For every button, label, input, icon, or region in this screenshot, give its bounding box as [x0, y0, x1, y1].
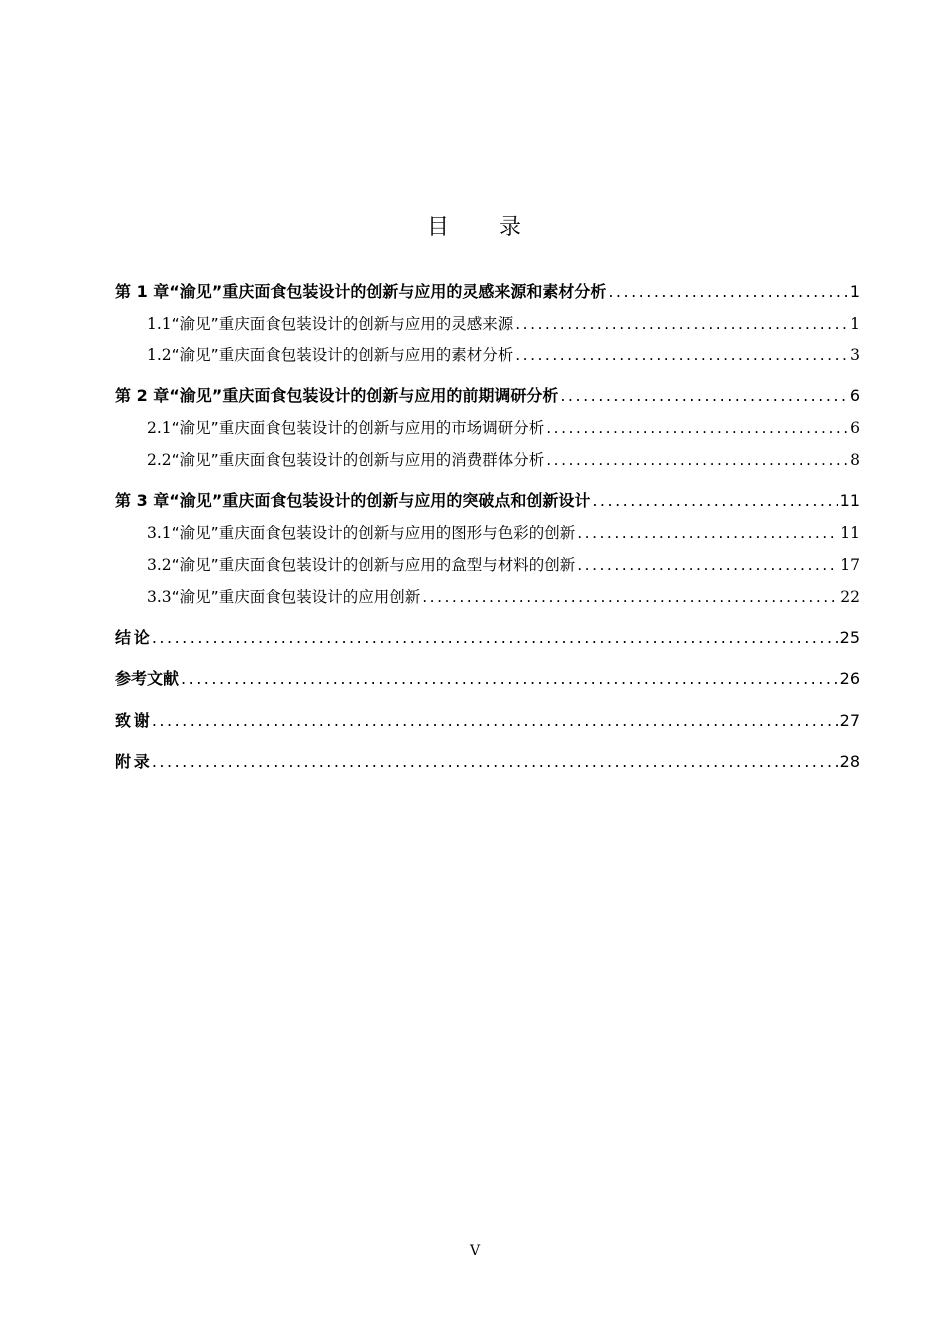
toc-entry-section-3-2[interactable]: [115, 553, 860, 577]
toc-entry-label: 3.3: [147, 588, 172, 606]
toc-leader-dots: [152, 709, 838, 733]
toc-leader-dots: [422, 585, 838, 609]
toc-entry-section-1-1[interactable]: [115, 312, 860, 336]
toc-entry-page: 11: [840, 524, 860, 542]
label-char: 致: [115, 711, 132, 730]
toc-entry-page: 17: [840, 556, 860, 574]
toc-entry-page: 25: [839, 628, 860, 647]
toc-entry-chapter-1[interactable]: [115, 280, 860, 304]
toc-entry-text: “渝见”重庆面食包装设计的创新与应用的消费群体分析: [171, 451, 545, 469]
toc-entry-label: 第 3 章: [115, 491, 170, 510]
toc-entry-label: 1.1: [147, 315, 172, 333]
page-number: V: [469, 1243, 481, 1259]
toc-entry-label: 1.2: [147, 346, 172, 364]
toc-leader-dots: [152, 750, 838, 774]
toc-entry-acknowledgements[interactable]: [115, 709, 860, 733]
toc-entry-label: 第 1 章: [115, 282, 170, 301]
toc-entry-appendix[interactable]: [115, 750, 860, 774]
label-char: 结: [115, 628, 132, 647]
toc-entry-section-3-1[interactable]: [115, 521, 860, 545]
toc-entry-chapter-2[interactable]: [115, 384, 860, 408]
toc-leader-dots: [577, 521, 838, 545]
toc-title-char-1: 目: [426, 215, 451, 240]
toc-entry-page: 6: [850, 419, 860, 437]
toc-title-char-2: 录: [499, 215, 524, 240]
label-char: 谢: [133, 711, 150, 730]
toc-title: [0, 210, 950, 244]
toc-leader-dots: [560, 384, 847, 408]
toc-entry-section-2-2[interactable]: [115, 448, 860, 472]
toc-entry-label: 3.2: [147, 556, 172, 574]
toc-leader-dots: [577, 553, 838, 577]
toc-entry-label: 2.1: [147, 419, 172, 437]
toc-entry-text: “渝见”重庆面食包装设计的创新与应用的素材分析: [171, 346, 514, 364]
label-char: 附: [115, 752, 132, 771]
toc-entry-text: “渝见”重庆面食包装设计的创新与应用的盒型与材料的创新: [171, 556, 576, 574]
toc-leader-dots: [152, 626, 838, 650]
toc-entry-text: “渝见”重庆面食包装设计的创新与应用的灵感来源和素材分析: [169, 282, 607, 301]
toc-entry-page: 3: [850, 346, 860, 364]
toc-entry-section-1-2[interactable]: [115, 343, 860, 367]
toc-entry-conclusion[interactable]: [115, 626, 860, 650]
toc-entry-label: 第 2 章: [115, 386, 170, 405]
toc-entry-text: “渝见”重庆面食包装设计的应用创新: [171, 588, 421, 606]
toc-leader-dots: [608, 280, 847, 304]
toc-entry-text: “渝见”重庆面食包装设计的创新与应用的灵感来源: [171, 315, 514, 333]
toc-leader-dots: [546, 448, 848, 472]
label-char: 论: [133, 628, 150, 647]
toc-entry-text: “渝见”重庆面食包装设计的创新与应用的市场调研分析: [171, 419, 545, 437]
toc-leader-dots: [515, 343, 848, 367]
toc-entry-references[interactable]: [115, 667, 860, 691]
toc-entry-section-2-1[interactable]: [115, 416, 860, 440]
toc-entry-text: “渝见”重庆面食包装设计的创新与应用的图形与色彩的创新: [171, 524, 576, 542]
toc-entry-label: [115, 750, 150, 774]
toc-entry-label: 3.1: [147, 524, 172, 542]
toc-entry-page: 8: [850, 451, 860, 469]
toc-entry-label: [115, 626, 150, 650]
toc-entry-label: 2.2: [147, 451, 172, 469]
label-char: 录: [133, 752, 150, 771]
toc-entry-label: [115, 709, 150, 733]
toc-leader-dots: [515, 312, 848, 336]
toc-entry-page: 26: [839, 669, 860, 688]
toc-entry-page: 6: [849, 386, 860, 405]
toc-leader-dots: [181, 667, 838, 691]
toc-entry-text: “渝见”重庆面食包装设计的创新与应用的突破点和创新设计: [169, 491, 591, 510]
toc-entry-section-3-3[interactable]: [115, 585, 860, 609]
toc-leader-dots: [546, 416, 848, 440]
toc-entry-page: 28: [839, 752, 860, 771]
toc-entry-page: 11: [839, 491, 860, 510]
toc-entry-chapter-3[interactable]: [115, 489, 860, 513]
toc-entry-page: 1: [850, 315, 860, 333]
toc-leader-dots: [592, 489, 837, 513]
toc-entry-label: 参考文献: [115, 669, 180, 688]
toc-entry-page: 27: [839, 711, 860, 730]
toc-entry-page: 22: [840, 588, 860, 606]
toc-entry-page: 1: [849, 282, 860, 301]
toc-entry-text: “渝见”重庆面食包装设计的创新与应用的前期调研分析: [169, 386, 559, 405]
